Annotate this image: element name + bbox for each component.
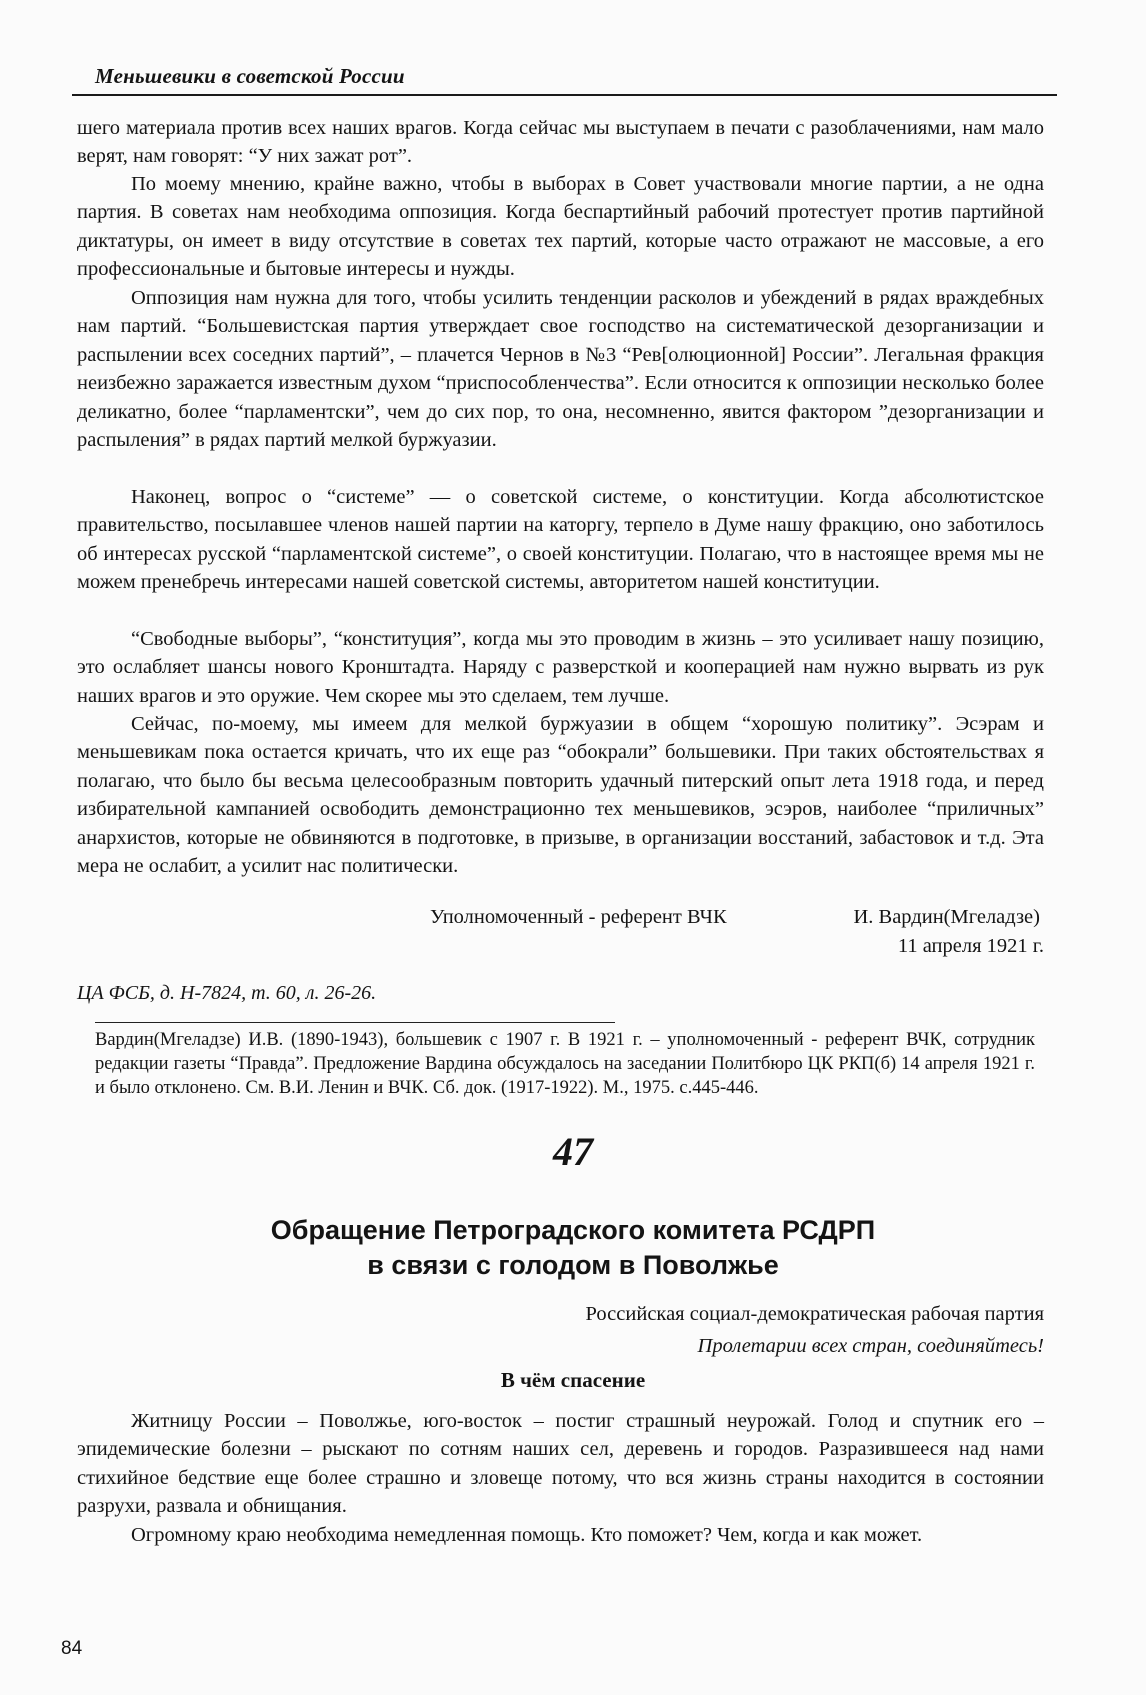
paragraph-help-needed: Огромному краю необходима немедленная помощь. Кто поможет? Чем, когда и как может.	[131, 1524, 923, 1546]
party-slogan: Пролетарии всех стран, соединяйтесь!	[697, 1335, 1044, 1357]
signature-position: Уполномоченный - референт ВЧК	[430, 906, 727, 928]
paragraph-splits: Оппозиция нам нужна для того, чтобы усилить тенденции расколов и убеждений в рядах враждебных нам партий. “Большевистская партия утверждает свое господство на систематической дезорганизации и распылении всех соседних партий”, – плачется Чернов в №3 “Рев[олюционной] России”. Легальная фракция неизбежно заражается известным духом “приспособленчества”. Если относится к оппозиции несколько более деликатно, более “парламентски”, чем до сих пор, то она, несомненно, явится фактором ”дезорганизации и распыления” в рядах партий мелкой буржуазии.	[77, 287, 1044, 452]
paragraph-famine: Житницу России – Поволжье, юго-восток – постиг страшный неурожай. Голод и спутник его – эпидемические болезни – рыскают по сотням наших сел, деревень и городов. Разразившееся над нами стихийное бедствие еще более страшно и зловеще потому, что вся жизнь страны находится в состоянии разрухи, развала и обнищания.	[77, 1410, 1044, 1518]
paragraph-system: Наконец, вопрос о “системе” — о советской системе, о конституции. Когда абсолютистское правительство, посылавшее членов нашей партии на каторгу, терпело в Думе нашу фракцию, оно заботилось об интересах русской “парламентской системе”, о своей конституции. Полагаю, что в настоящее время мы не можем пренебречь интересами нашей советской системы, авторитетом нашей конституции.	[77, 486, 1044, 594]
paragraph-free-elections: “Свободные выборы”, “конституция”, когда мы это проводим в жизнь – это усиливает нашу позицию, это ослабляет шансы нового Кронштадта. Наряду с разверсткой и кооперацией нам нужно вырвать из рук наших врагов и это оружие. Чем скорее мы это сделаем, тем лучше.	[77, 628, 1044, 707]
signature-date: 11 апреля 1921 г.	[897, 935, 1044, 957]
signature-name: И. Вардин(Мгеладзе)	[853, 906, 1040, 928]
header-rule	[72, 94, 1057, 96]
paragraph-petersburg-experience: Сейчас, по-моему, мы имеем для мелкой буржуазии в общем “хорошую политику”. Эсэрам и меньшевикам пока остается кричать, что их еще раз “обокрали” большевики. При таких обстоятельствах я полагаю, что было бы весьма целесообразным повторить удачный питерский опыт лета 1918 года, и перед избирательной кампанией освободить демонстрационно тех меньшевиков, эсэров, наиболее “приличных” анархистов, которые не обвиняются в подготовке, в призыве, в организации восстаний, забастовок и т.д. Эта мера не ослабит, а усилит нас политически.	[77, 713, 1044, 878]
running-header: Меньшевики в советской России	[95, 64, 405, 88]
section-heading: В чём спасение	[500, 1368, 646, 1392]
document-title	[0, 1213, 1146, 1283]
document-title-line2: в связи с голодом в Поволжье	[367, 1250, 779, 1280]
party-name: Российская социал-демократическая рабочая партия	[585, 1303, 1044, 1325]
paragraph-opposition-need: По моему мнению, крайне важно, чтобы в выборах в Совет участвовали многие партии, а не одна партия. В советах нам необходима оппозиция. Когда беспартийный рабочий протестует против партийной диктатуры, он имеет в виду отсутствие в советах тех партий, которые часто отражают не массовые, а его профессиональные и бытовые интересы и нужды.	[77, 173, 1044, 281]
document-title-line1: Обращение Петроградского комитета РСДРП	[270, 1215, 876, 1245]
page-number: 84	[61, 1638, 83, 1659]
signature-line	[430, 906, 1040, 929]
paragraph-continuation: шего материала против всех наших врагов. Когда сейчас мы выступаем в печати с разоблачениями, нам мало верят, нам говорят: “У них зажат рот”.	[77, 117, 1044, 168]
document-number: 47	[553, 1129, 593, 1174]
archive-reference: ЦА ФСБ, д. Н-7824, т. 60, л. 26-26.	[77, 982, 377, 1004]
footnote-rule	[95, 1022, 615, 1023]
footnote: Вардин(Мгеладзе) И.В. (1890-1943), большевик с 1907 г. В 1921 г. – уполномоченный - референт ВЧК, сотрудник редакции газеты “Правда”. Предложение Вардина обсуждалось на заседании Политбюро ЦК РКП(б) 14 апреля 1921 г. и было отклонено. См. В.И. Ленин и ВЧК. Сб. док. (1917-1922). М., 1975. с.445-446.	[95, 1030, 1035, 1098]
